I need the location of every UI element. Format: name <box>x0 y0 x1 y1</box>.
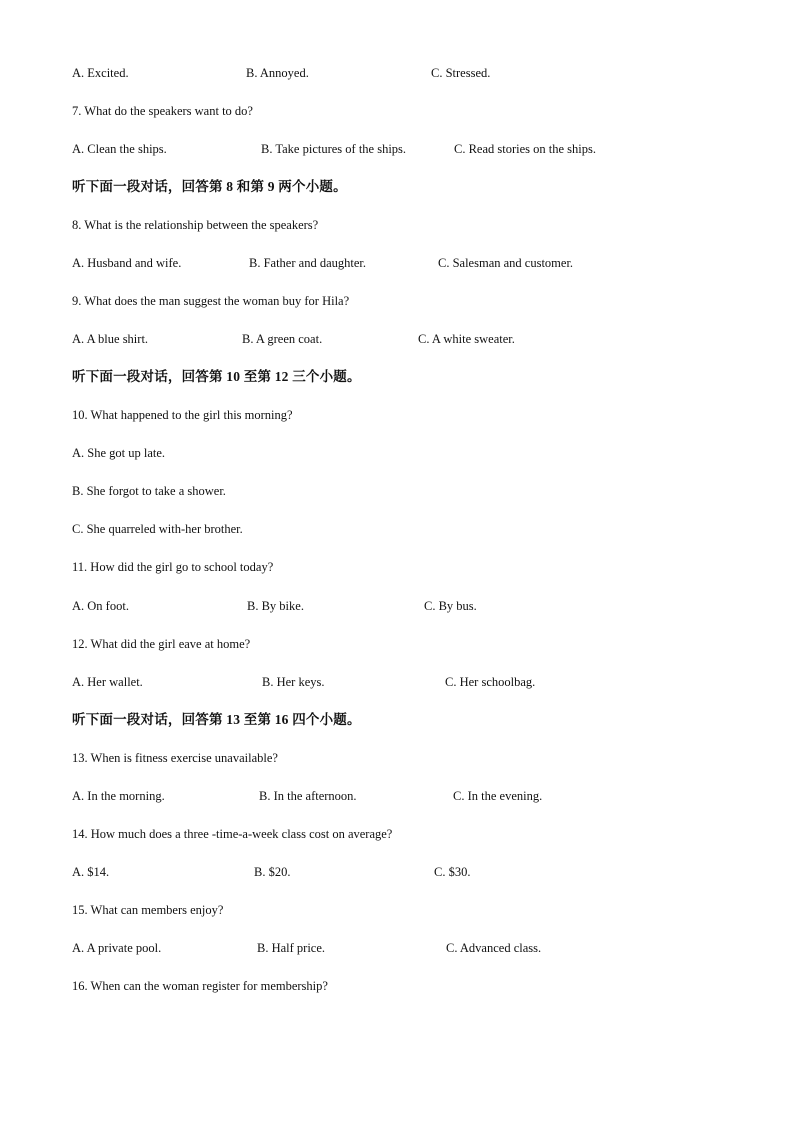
q10-question: 10. What happened to the girl this morning? <box>72 408 293 422</box>
q11-option-c: C. By bus. <box>424 599 477 613</box>
q10-option-c: C. She quarreled with-her brother. <box>72 522 243 536</box>
q15-question: 15. What can members enjoy? <box>72 903 224 917</box>
q13-option-a: A. In the morning. <box>72 789 165 803</box>
q8-option-c: C. Salesman and customer. <box>438 256 574 270</box>
q14-option-c: C. $30. <box>434 865 471 879</box>
q15-option-a: A. A private pool. <box>72 941 162 955</box>
q12-option-c: C. Her schoolbag. <box>445 675 536 689</box>
q6-option-b: B. Annoyed. <box>246 66 309 80</box>
q9-option-a: A. A blue shirt. <box>72 332 149 346</box>
q12-option-b: B. Her keys. <box>262 675 325 689</box>
q13-option-b: B. In the afternoon. <box>259 789 357 803</box>
q11-option-a: A. On foot. <box>72 599 129 613</box>
q15-option-c: C. Advanced class. <box>446 941 542 955</box>
section-heading-10-12: 听下面一段对话，回答第 10 至第 12 三个小题。 <box>72 369 361 384</box>
q10-option-a: A. She got up late. <box>72 446 166 460</box>
section-heading-13-16: 听下面一段对话，回答第 13 至第 16 四个小题。 <box>72 712 361 727</box>
q8-question: 8. What is the relationship between the speakers? <box>72 218 319 232</box>
q10-option-b: B. She forgot to take a shower. <box>72 484 226 498</box>
q11-question: 11. How did the girl go to school today? <box>72 560 274 574</box>
q13-question: 13. When is fitness exercise unavailable? <box>72 751 278 765</box>
q8-option-b: B. Father and daughter. <box>249 256 366 270</box>
q9-question: 9. What does the man suggest the woman buy for Hila? <box>72 294 350 308</box>
q12-question: 12. What did the girl eave at home? <box>72 637 251 651</box>
q15-option-b: B. Half price. <box>257 941 326 955</box>
q9-option-b: B. A green coat. <box>242 332 323 346</box>
q11-option-b: B. By bike. <box>247 599 304 613</box>
q14-option-b: B. $20. <box>254 865 291 879</box>
q16-question: 16. When can the woman register for membership? <box>72 979 328 993</box>
q14-question: 14. How much does a three -time-a-week class cost on average? <box>72 827 393 841</box>
q9-option-c: C. A white sweater. <box>418 332 515 346</box>
section-heading-8-9: 听下面一段对话，回答第 8 和第 9 两个小题。 <box>72 179 347 194</box>
q14-option-a: A. $14. <box>72 865 110 879</box>
q7-question: 7. What do the speakers want to do? <box>72 104 253 118</box>
q7-option-a: A. Clean the ships. <box>72 142 167 156</box>
q13-option-c: C. In the evening. <box>453 789 543 803</box>
q6-option-a: A. Excited. <box>72 66 129 80</box>
q8-option-a: A. Husband and wife. <box>72 256 182 270</box>
q7-option-b: B. Take pictures of the ships. <box>261 142 407 156</box>
q6-option-c: C. Stressed. <box>431 66 491 80</box>
q7-option-c: C. Read stories on the ships. <box>454 142 597 156</box>
q12-option-a: A. Her wallet. <box>72 675 143 689</box>
